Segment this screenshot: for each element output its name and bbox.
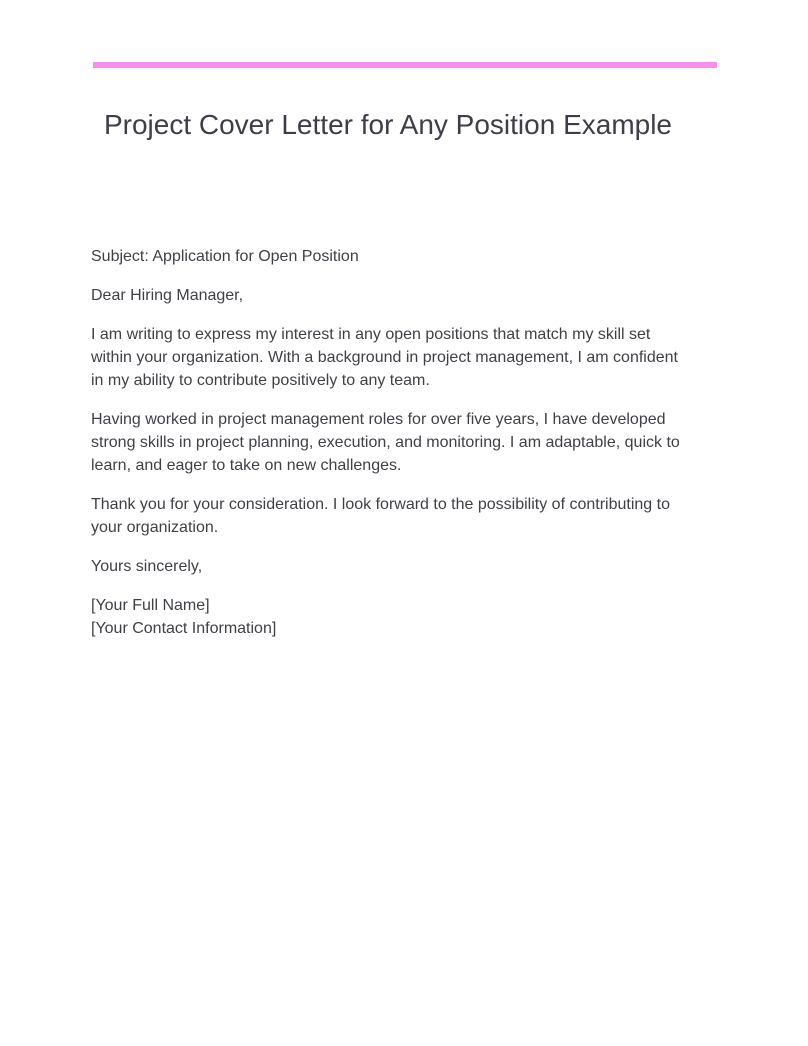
signature-contact: [Your Contact Information] <box>91 620 277 637</box>
letter-paragraph-intro: I am writing to express my interest in any open positions that match my skill set within your organization. With a background in project management, I am confident in my ability to contribute positively to any team. <box>91 326 678 389</box>
letter-subject: Subject: Application for Open Position <box>91 248 359 265</box>
accent-divider <box>93 62 717 68</box>
letter-salutation: Dear Hiring Manager, <box>91 287 244 304</box>
page-title: Project Cover Letter for Any Position Example <box>103 109 673 140</box>
letter-paragraph-thanks: Thank you for your consideration. I look forward to the possibility of contributing to your organization. <box>91 496 670 536</box>
letter-signature <box>91 594 691 640</box>
letter-body <box>91 245 691 656</box>
letter-paragraph-experience: Having worked in project management roles for over five years, I have developed strong skills in project planning, execution, and monitoring. I am adaptable, quick to learn, and eager to take on new challenges. <box>91 411 680 474</box>
letter-closing: Yours sincerely, <box>91 558 203 575</box>
signature-name: [Your Full Name] <box>91 597 210 614</box>
